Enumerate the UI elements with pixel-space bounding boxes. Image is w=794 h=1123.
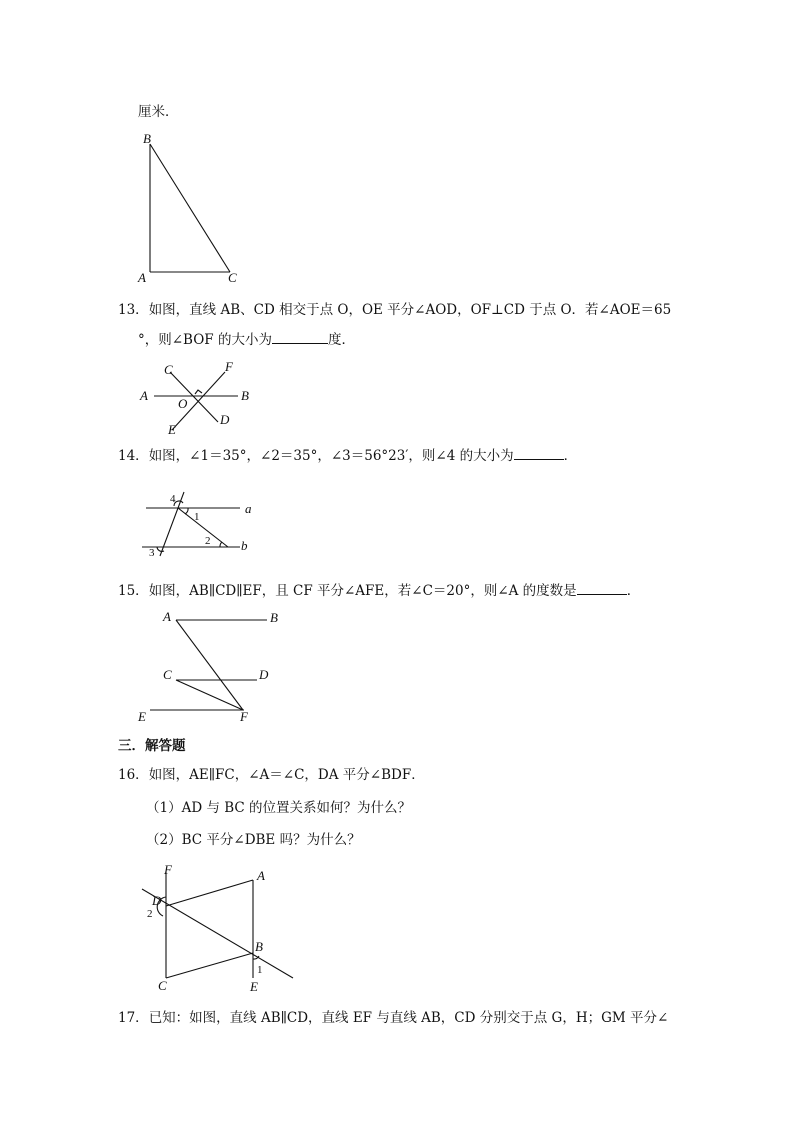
q14-label-4: 4 <box>170 493 176 505</box>
q15-text-post: ． <box>626 583 641 599</box>
continued-text: 厘米． <box>138 104 179 120</box>
q16-figure <box>138 860 308 1000</box>
q14-text-pre: 如图，∠1＝35°，∠2＝35°，∠3＝56°23′，则∠4 的大小为 <box>148 448 514 464</box>
q16-label-D: D <box>152 893 162 908</box>
q17-line <box>118 1008 668 1028</box>
q16-sub2: （2）BC 平分∠DBE 吗？为什么？ <box>146 832 361 848</box>
q14-label-1: 1 <box>194 511 200 523</box>
q13-figure <box>140 358 260 438</box>
q16-label-C: C <box>158 978 167 993</box>
q15-label-A: A <box>163 609 171 624</box>
q13-answer-blank[interactable] <box>272 343 328 344</box>
q16-label-B: B <box>255 939 263 954</box>
q16-label-2: 2 <box>147 908 153 920</box>
q17-number: 17． <box>118 1010 149 1026</box>
q14-answer-blank[interactable] <box>514 459 564 460</box>
q15-label-F: F <box>240 709 248 724</box>
triangle-figure <box>130 130 250 290</box>
q16-label-E: E <box>250 979 258 994</box>
q16-label-F: F <box>164 862 172 877</box>
fig12-label-B: B <box>143 131 151 146</box>
q15-label-C: C <box>163 667 172 682</box>
q13-line2 <box>138 330 355 350</box>
q16-number: 16． <box>118 767 149 783</box>
q16-line <box>118 765 425 785</box>
q16-text: 如图，AE∥FC，∠A＝∠C，DA 平分∠BDF． <box>148 767 425 783</box>
q14-figure <box>138 486 268 562</box>
q15-answer-blank[interactable] <box>577 594 627 595</box>
q13-label-F: F <box>225 359 233 374</box>
q13-number: 13． <box>118 302 149 318</box>
q14-label-a: a <box>245 501 252 516</box>
q14-label-b: b <box>241 538 248 553</box>
q13-text-line1: 如图，直线 AB、CD 相交于点 O，OE 平分∠AOD，OF⊥CD 于点 O．若∠AOE＝65 <box>148 302 672 318</box>
q16-label-1: 1 <box>257 964 263 976</box>
q15-line <box>118 581 640 601</box>
q15-number: 15． <box>118 583 149 599</box>
q13-label-B: B <box>241 388 249 403</box>
fig12-label-C: C <box>228 270 237 285</box>
q15-label-E: E <box>138 709 146 724</box>
q14-label-2: 2 <box>205 535 211 547</box>
q16-sub1: （1）AD 与 BC 的位置关系如何？为什么？ <box>146 800 412 816</box>
q13-line1 <box>118 300 671 320</box>
q13-label-C: C <box>164 362 173 377</box>
q15-figure <box>134 608 294 728</box>
q17-text: 已知：如图，直线 AB∥CD，直线 EF 与直线 AB，CD 分别交于点 G，H；GM 平分∠ <box>148 1010 669 1026</box>
q14-line <box>118 446 577 466</box>
q14-label-3: 3 <box>149 547 155 559</box>
q13-label-E: E <box>168 422 176 437</box>
q15-label-D: D <box>259 667 269 682</box>
q16-label-A: A <box>257 868 265 883</box>
q15-label-B: B <box>270 610 278 625</box>
section-title: 三．解答题 <box>118 738 186 754</box>
q14-number: 14． <box>118 448 149 464</box>
fig12-label-A: A <box>138 270 146 285</box>
q13-label-O: O <box>178 396 188 411</box>
q13-label-A: A <box>140 388 148 403</box>
q13-label-D: D <box>220 412 230 427</box>
q14-text-post: ． <box>563 448 578 464</box>
q13-text-line2-post: 度． <box>327 332 355 348</box>
q15-text-pre: 如图，AB∥CD∥EF，且 CF 平分∠AFE，若∠C＝20°，则∠A 的度数是 <box>148 583 577 599</box>
q13-text-line2-pre: °，则∠BOF 的大小为 <box>138 332 272 348</box>
